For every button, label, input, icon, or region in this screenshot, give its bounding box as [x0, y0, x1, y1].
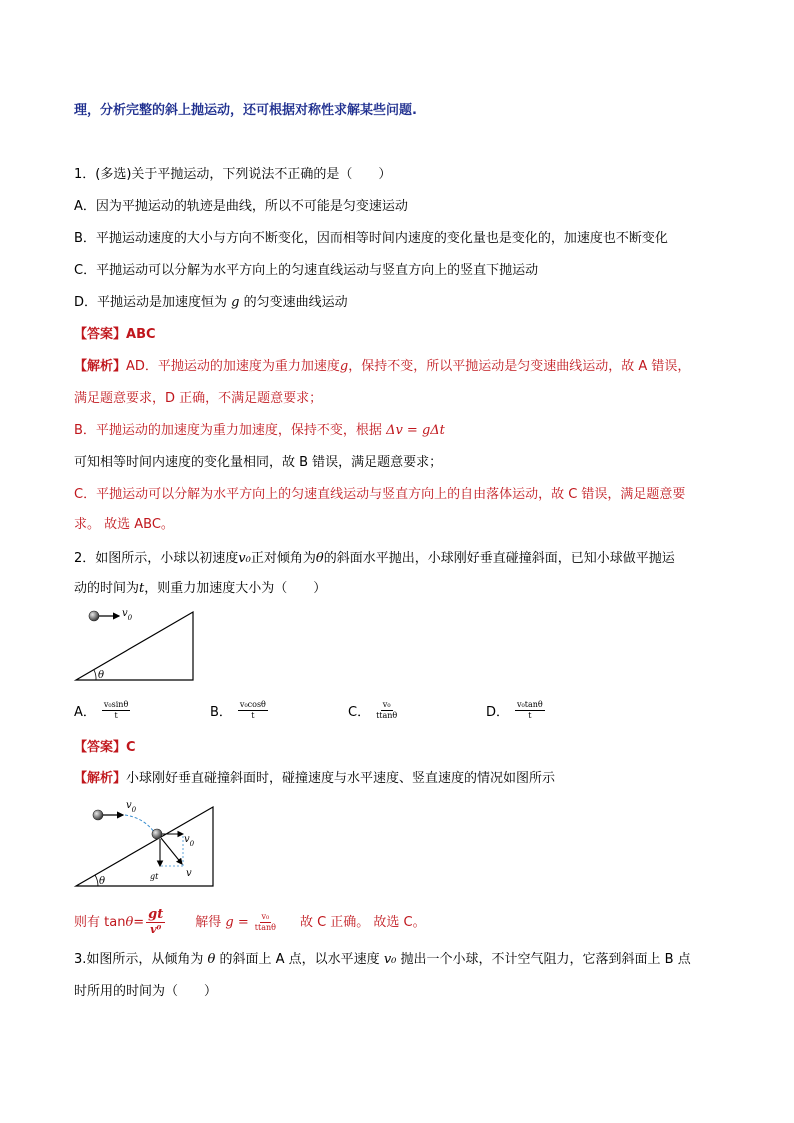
q3-var: v₀: [383, 952, 397, 967]
q2-analysis: [74, 770, 555, 788]
fraction-numerator: v₀sinθ: [103, 700, 129, 709]
option-fraction: [238, 700, 268, 721]
theta-label: θ: [98, 670, 105, 681]
q1-option-d: [74, 294, 348, 312]
trajectory: [125, 815, 154, 832]
ball: [89, 611, 99, 621]
q1-option-c: C．平抛运动可以分解为水平方向上的匀速直线运动与竖直方向上的竖直下抛运动: [74, 263, 539, 278]
fraction-numerator: gt: [148, 907, 164, 922]
q2-option-a: [74, 700, 130, 721]
q2-option-c: [348, 700, 397, 721]
option-fraction: [102, 700, 130, 721]
q2-stem-line-2: [74, 580, 326, 598]
incline-figure-2: [70, 796, 220, 890]
q1-analysis-line-6: 求。 故选 ABC。: [74, 517, 174, 532]
answer-value: C: [126, 740, 136, 755]
v0-label: $v_0$: [122, 608, 133, 622]
q1-analysis-line-5: C．平抛运动可以分解为水平方向上的匀速直线运动与竖直方向上的自由落体运动，故 C 错误，满足题意要: [74, 487, 686, 502]
q2-conclusion: [74, 908, 426, 938]
q3-stem-line-2: 时所用的时间为（ ）: [74, 984, 218, 999]
q2-var: t: [139, 581, 145, 596]
q1-analysis-line-1: [74, 358, 690, 376]
option-letter: C．: [348, 705, 371, 720]
fraction-numerator: v₀cosθ: [239, 700, 266, 709]
q1-analysis-line-2: 满足题意要求，D 正确，不满足题意要求；: [74, 391, 323, 406]
q1-option-d-var: g: [231, 295, 240, 310]
analysis-text: 小球刚好垂直碰撞斜面时，碰撞速度与水平速度、竖直速度的情况如图所示: [126, 771, 556, 786]
q2-var: v₀: [238, 551, 251, 566]
analysis-tag: 【解析】: [74, 771, 127, 786]
analysis-text: AD．平抛运动的加速度为重力加速度: [126, 359, 340, 374]
ball-start: [93, 810, 103, 820]
fraction-denominator: v⁰: [150, 923, 162, 936]
option-letter: D．: [486, 705, 510, 720]
conclusion-fraction-2: [255, 912, 276, 933]
q3-text: 3.如图所示，从倾角为: [74, 952, 208, 967]
q2-text: 动的时间为: [74, 581, 140, 596]
fraction-numerator: v₀: [261, 912, 270, 921]
q2-stem-line-1: [74, 550, 675, 568]
q1-analysis-line-3: [74, 422, 445, 440]
q3-text: 抛出一个小球，不计空气阻力，它落到斜面上 B 点: [396, 952, 691, 967]
analysis-tag: 【解析】: [74, 359, 127, 374]
theta-label: θ: [99, 876, 106, 887]
answer-tag: 【答案】: [74, 327, 127, 342]
q2-option-b: [210, 700, 268, 721]
option-fraction: [376, 700, 397, 721]
fraction-denominator: t: [251, 711, 255, 720]
analysis-var: g: [339, 359, 349, 374]
ball-impact: [152, 829, 162, 839]
conclusion-fraction: [146, 908, 165, 937]
q1-answer: [74, 326, 156, 344]
angle-arc: [94, 670, 96, 680]
fraction-numerator: v₀: [382, 700, 391, 709]
conclusion-eq: =: [133, 915, 145, 930]
option-letter: B．: [210, 705, 232, 720]
conclusion-text: 解得: [195, 915, 226, 930]
answer-value: ABC: [126, 327, 156, 342]
q2-text: 2．如图所示，小球以初速度: [74, 551, 239, 566]
resultant-velocity-arrow: [161, 838, 182, 864]
analysis-formula: Δv = gΔt: [386, 423, 445, 438]
answer-tag: 【答案】: [74, 740, 127, 755]
incline-figure-1: [70, 605, 200, 685]
intro-line: 理，分析完整的斜上抛运动，还可根据对称性求解某些问题.: [74, 103, 417, 118]
q3-text: 的斜面上 A 点，以水平速度: [215, 952, 384, 967]
option-fraction: [515, 700, 545, 721]
q1-option-a: A．因为平抛运动的轨迹是曲线，所以不可能是匀变速运动: [74, 199, 408, 214]
q2-text: 的斜面水平抛出，小球刚好垂直碰撞斜面，已知小球做平抛运: [323, 551, 675, 566]
q2-var: θ: [315, 551, 324, 566]
option-letter: A．: [74, 705, 96, 720]
q3-stem-line-1: [74, 951, 691, 969]
incline-triangle: [76, 612, 193, 680]
q1-option-d-tail: 的匀变速曲线运动: [239, 295, 348, 310]
q1-option-d-text: D．平抛运动是加速度恒为: [74, 295, 232, 310]
conclusion-var: g =: [225, 915, 249, 930]
fraction-denominator: t: [114, 711, 118, 720]
q2-text: 正对倾角为: [250, 551, 316, 566]
fraction-denominator: ttanθ: [376, 711, 398, 720]
q1-option-b: B．平抛运动速度的大小与方向不断变化，因而相等时间内速度的变化量也是变化的，加速度也不断变化: [74, 231, 668, 246]
conclusion-text: 则有 tan: [74, 915, 126, 930]
v-label: v: [186, 868, 192, 879]
fraction-denominator: ttanθ: [254, 923, 276, 932]
v0-label: $v_0$: [126, 800, 137, 814]
fraction-denominator: t: [528, 711, 532, 720]
v0b-label: $v_0$: [184, 834, 195, 848]
q3-var: θ: [207, 952, 216, 967]
gt-label: gt: [150, 872, 159, 881]
conclusion-var: θ: [125, 915, 134, 930]
q2-answer: [74, 739, 136, 757]
angle-arc: [95, 875, 98, 886]
q2-text: ，则重力加速度大小为（ ）: [144, 581, 327, 596]
analysis-text: ，保持不变，所以平抛运动是匀变速曲线运动，故 A 错误，: [348, 359, 691, 374]
q1-stem: 1．(多选)关于平抛运动，下列说法不正确的是（ ）: [74, 167, 392, 182]
analysis-text: B．平抛运动的加速度为重力加速度，保持不变，根据: [74, 423, 387, 438]
conclusion-text: 故 C 正确。 故选 C。: [299, 915, 426, 930]
fraction-numerator: v₀tanθ: [517, 700, 543, 709]
q1-analysis-line-4: 可知相等时间内速度的变化量相同，故 B 错误，满足题意要求；: [74, 455, 443, 470]
q2-option-d: [486, 700, 545, 721]
